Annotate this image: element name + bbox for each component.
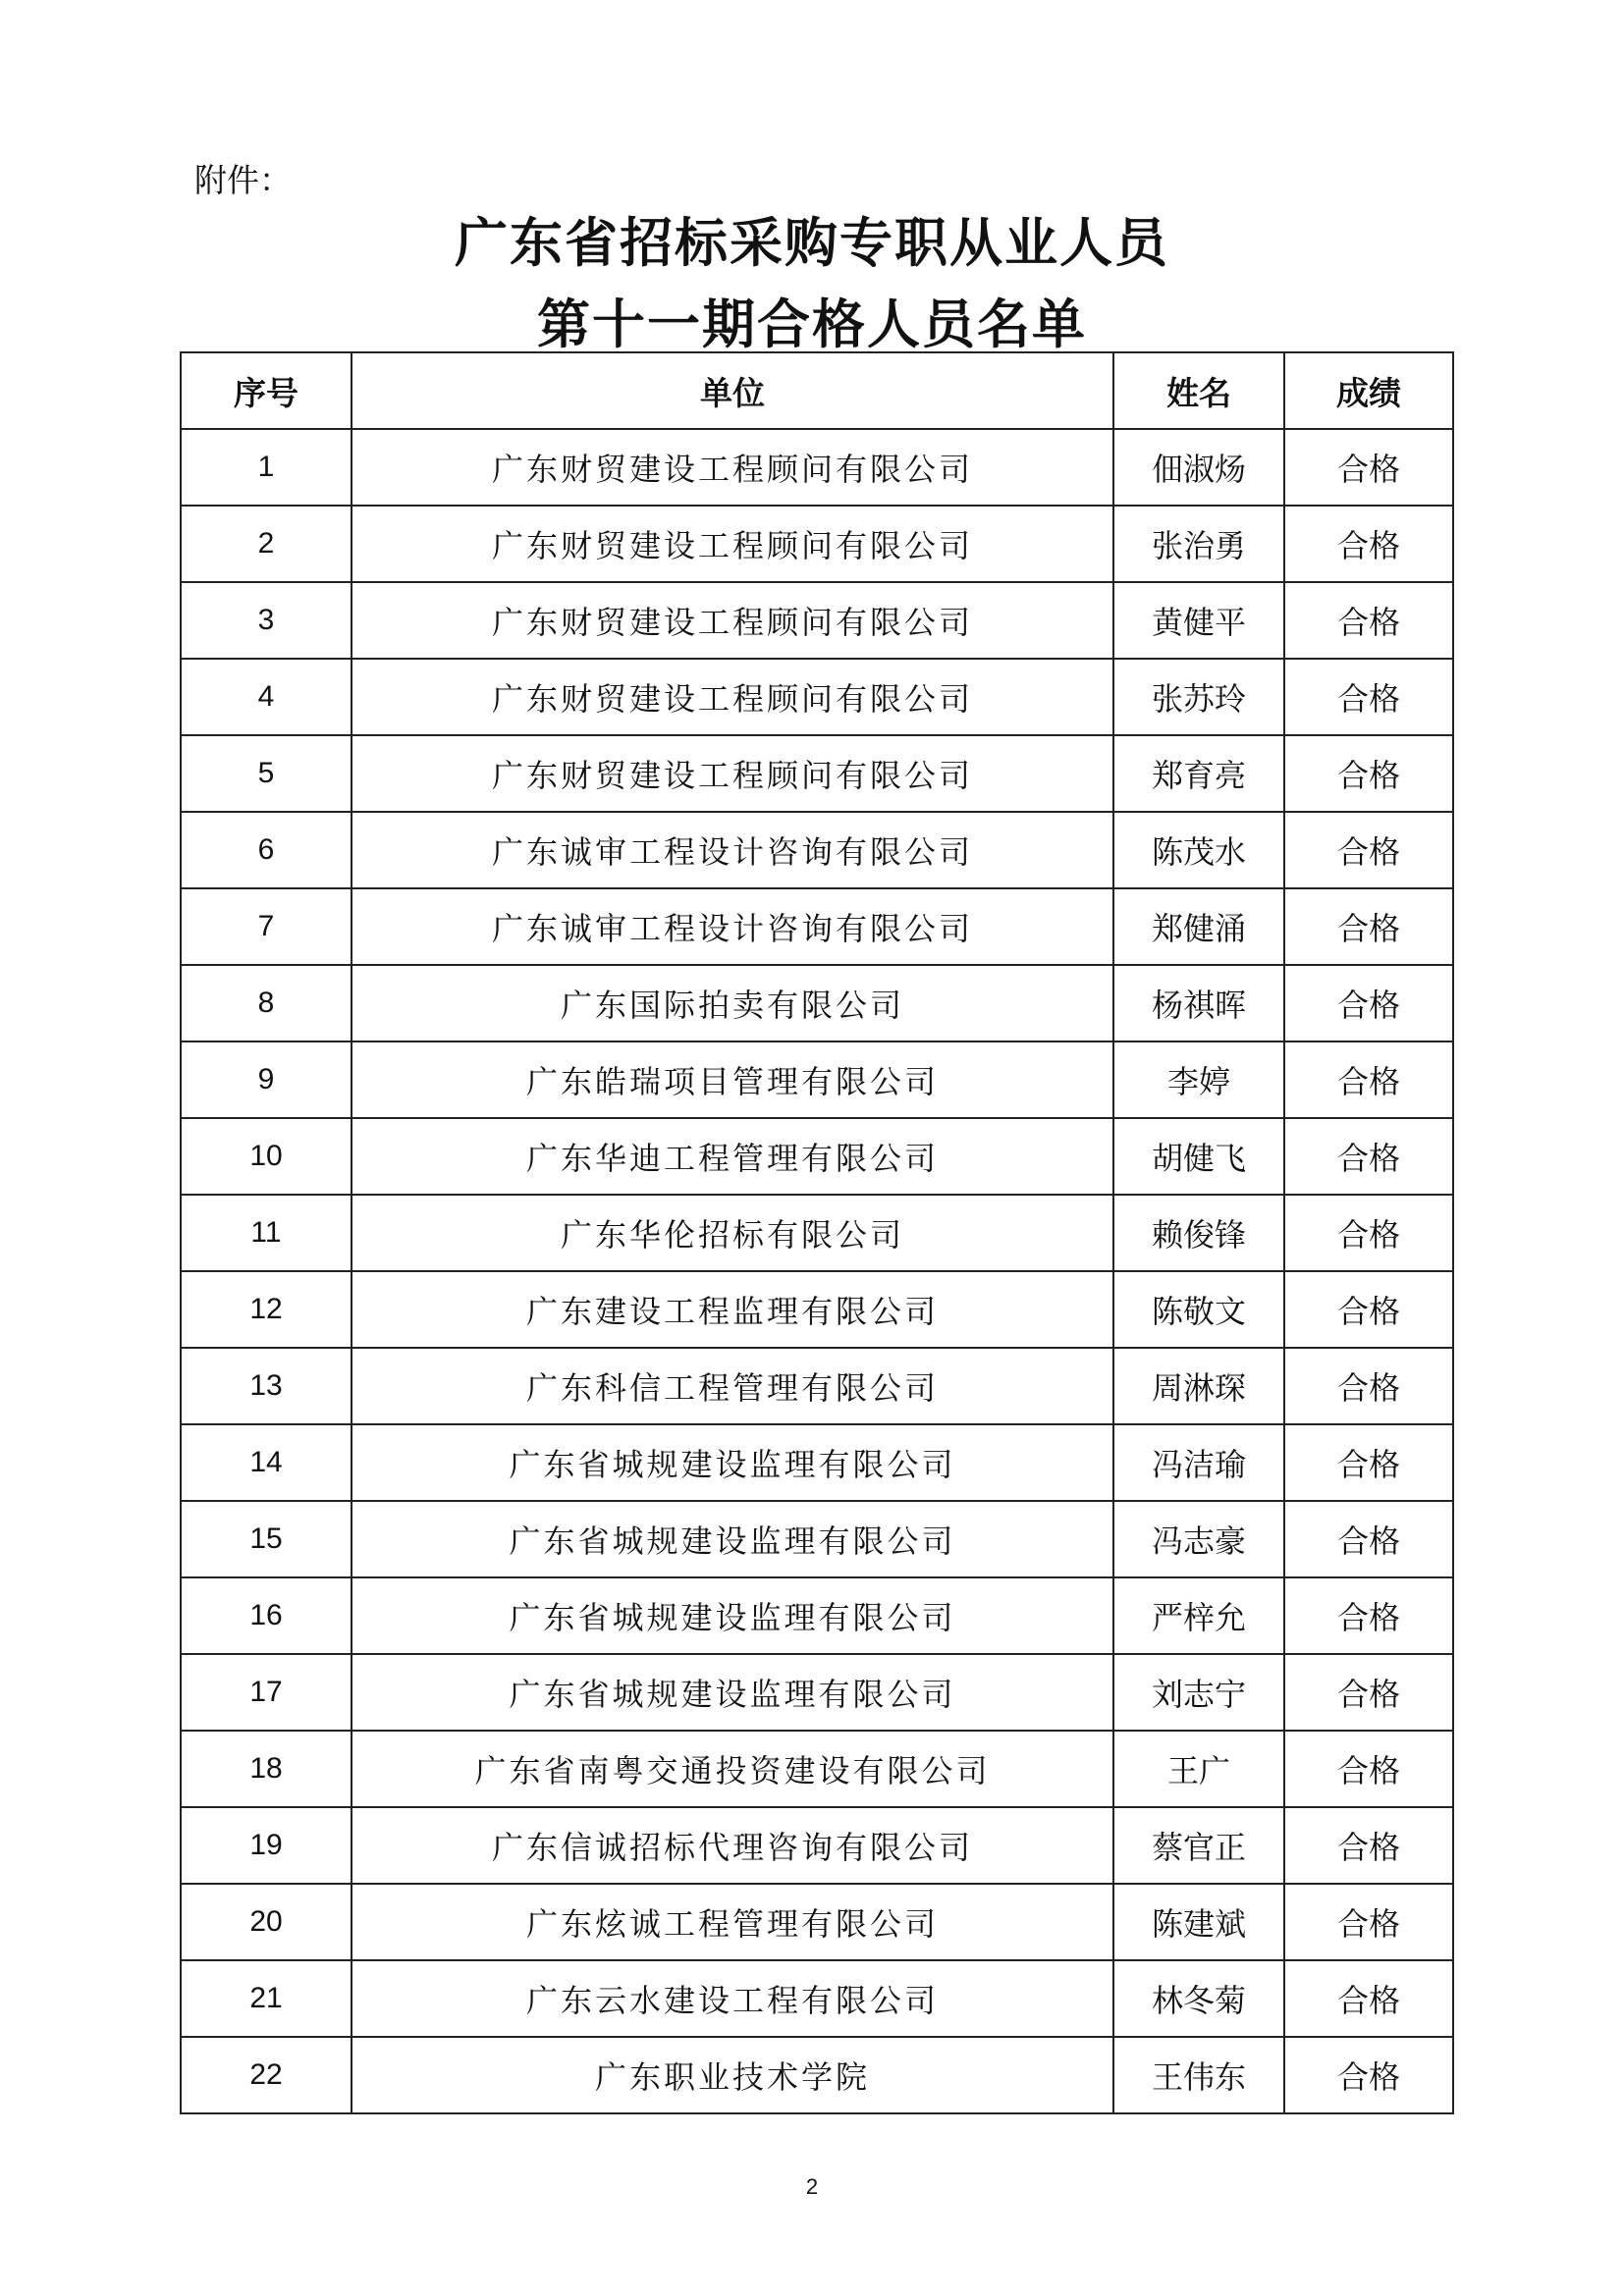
attachment-label: 附件： (194, 161, 292, 199)
cell-name: 陈建斌 (1113, 1884, 1284, 1960)
table-row (181, 659, 1453, 735)
table-header-row (181, 352, 1453, 429)
cell-unit: 广东建设工程监理有限公司 (352, 1271, 1113, 1348)
cell-result: 合格 (1284, 1424, 1453, 1501)
table-row (181, 1731, 1453, 1807)
cell-result: 合格 (1284, 1654, 1453, 1731)
cell-serial: 19 (181, 1807, 352, 1884)
table-row (181, 1501, 1453, 1577)
cell-result: 合格 (1284, 735, 1453, 812)
cell-result: 合格 (1284, 1884, 1453, 1960)
cell-serial: 11 (181, 1195, 352, 1271)
table-row (181, 1807, 1453, 1884)
cell-unit: 广东诚审工程设计咨询有限公司 (352, 888, 1113, 965)
header-unit: 单位 (352, 352, 1113, 429)
cell-result: 合格 (1284, 1118, 1453, 1195)
cell-result: 合格 (1284, 1731, 1453, 1807)
document-title-line-1: 广东省招标采购专职从业人员 (455, 211, 1169, 274)
cell-serial: 7 (181, 888, 352, 965)
cell-serial: 21 (181, 1960, 352, 2037)
table-row (181, 888, 1453, 965)
cell-serial: 14 (181, 1424, 352, 1501)
cell-unit: 广东省城规建设监理有限公司 (352, 1501, 1113, 1577)
table-row (181, 1884, 1453, 1960)
cell-result: 合格 (1284, 582, 1453, 659)
page-number: 2 (805, 2174, 819, 2199)
table-row (181, 1271, 1453, 1348)
table-row (181, 812, 1453, 888)
cell-result: 合格 (1284, 506, 1453, 582)
cell-serial: 17 (181, 1654, 352, 1731)
cell-result: 合格 (1284, 1501, 1453, 1577)
cell-result: 合格 (1284, 812, 1453, 888)
table-row (181, 1424, 1453, 1501)
qualified-personnel-table (180, 351, 1454, 2114)
cell-result: 合格 (1284, 1577, 1453, 1654)
document-title-line-2: 第十一期合格人员名单 (537, 293, 1087, 355)
cell-name: 佃淑炀 (1113, 429, 1284, 506)
cell-unit: 广东炫诚工程管理有限公司 (352, 1884, 1113, 1960)
cell-name: 黄健平 (1113, 582, 1284, 659)
cell-unit: 广东华伦招标有限公司 (352, 1195, 1113, 1271)
cell-result: 合格 (1284, 888, 1453, 965)
cell-serial: 6 (181, 812, 352, 888)
cell-result: 合格 (1284, 659, 1453, 735)
cell-result: 合格 (1284, 2037, 1453, 2113)
cell-serial: 12 (181, 1271, 352, 1348)
cell-unit: 广东诚审工程设计咨询有限公司 (352, 812, 1113, 888)
cell-name: 严梓允 (1113, 1577, 1284, 1654)
cell-serial: 8 (181, 965, 352, 1041)
cell-unit: 广东职业技术学院 (352, 2037, 1113, 2113)
cell-unit: 广东云水建设工程有限公司 (352, 1960, 1113, 2037)
cell-name: 郑健涌 (1113, 888, 1284, 965)
cell-name: 冯洁瑜 (1113, 1424, 1284, 1501)
table-row (181, 1654, 1453, 1731)
cell-unit: 广东财贸建设工程顾问有限公司 (352, 582, 1113, 659)
table-row (181, 965, 1453, 1041)
cell-result: 合格 (1284, 1960, 1453, 2037)
cell-unit: 广东财贸建设工程顾问有限公司 (352, 429, 1113, 506)
cell-unit: 广东省城规建设监理有限公司 (352, 1424, 1113, 1501)
table-row (181, 582, 1453, 659)
cell-serial: 10 (181, 1118, 352, 1195)
cell-serial: 3 (181, 582, 352, 659)
cell-name: 杨祺晖 (1113, 965, 1284, 1041)
cell-serial: 13 (181, 1348, 352, 1424)
cell-name: 张苏玲 (1113, 659, 1284, 735)
table-row (181, 735, 1453, 812)
cell-result: 合格 (1284, 965, 1453, 1041)
table-row (181, 429, 1453, 506)
cell-name: 周淋琛 (1113, 1348, 1284, 1424)
cell-name: 胡健飞 (1113, 1118, 1284, 1195)
cell-name: 陈敬文 (1113, 1271, 1284, 1348)
cell-result: 合格 (1284, 429, 1453, 506)
header-serial: 序号 (181, 352, 352, 429)
cell-name: 郑育亮 (1113, 735, 1284, 812)
cell-serial: 22 (181, 2037, 352, 2113)
cell-serial: 20 (181, 1884, 352, 1960)
table-row (181, 1041, 1453, 1118)
header-result: 成绩 (1284, 352, 1453, 429)
cell-name: 林冬菊 (1113, 1960, 1284, 2037)
table-row (181, 1348, 1453, 1424)
table-row (181, 1118, 1453, 1195)
cell-result: 合格 (1284, 1195, 1453, 1271)
cell-serial: 2 (181, 506, 352, 582)
cell-unit: 广东国际拍卖有限公司 (352, 965, 1113, 1041)
cell-unit: 广东财贸建设工程顾问有限公司 (352, 506, 1113, 582)
table-row (181, 506, 1453, 582)
cell-unit: 广东华迪工程管理有限公司 (352, 1118, 1113, 1195)
cell-result: 合格 (1284, 1348, 1453, 1424)
table-row (181, 1577, 1453, 1654)
table-row (181, 1960, 1453, 2037)
cell-name: 冯志豪 (1113, 1501, 1284, 1577)
cell-serial: 15 (181, 1501, 352, 1577)
cell-unit: 广东皓瑞项目管理有限公司 (352, 1041, 1113, 1118)
cell-serial: 1 (181, 429, 352, 506)
cell-name: 张治勇 (1113, 506, 1284, 582)
cell-unit: 广东信诚招标代理咨询有限公司 (352, 1807, 1113, 1884)
cell-serial: 18 (181, 1731, 352, 1807)
cell-name: 李婷 (1113, 1041, 1284, 1118)
cell-serial: 4 (181, 659, 352, 735)
cell-name: 刘志宁 (1113, 1654, 1284, 1731)
cell-unit: 广东省南粤交通投资建设有限公司 (352, 1731, 1113, 1807)
cell-unit: 广东科信工程管理有限公司 (352, 1348, 1113, 1424)
cell-name: 蔡官正 (1113, 1807, 1284, 1884)
cell-name: 赖俊锋 (1113, 1195, 1284, 1271)
table-row (181, 2037, 1453, 2113)
cell-serial: 16 (181, 1577, 352, 1654)
cell-name: 王伟东 (1113, 2037, 1284, 2113)
cell-name: 陈茂水 (1113, 812, 1284, 888)
cell-unit: 广东省城规建设监理有限公司 (352, 1577, 1113, 1654)
cell-result: 合格 (1284, 1807, 1453, 1884)
cell-unit: 广东财贸建设工程顾问有限公司 (352, 735, 1113, 812)
cell-name: 王广 (1113, 1731, 1284, 1807)
cell-result: 合格 (1284, 1041, 1453, 1118)
cell-unit: 广东财贸建设工程顾问有限公司 (352, 659, 1113, 735)
table-row (181, 1195, 1453, 1271)
cell-serial: 5 (181, 735, 352, 812)
cell-unit: 广东省城规建设监理有限公司 (352, 1654, 1113, 1731)
cell-result: 合格 (1284, 1271, 1453, 1348)
cell-serial: 9 (181, 1041, 352, 1118)
header-name: 姓名 (1113, 352, 1284, 429)
